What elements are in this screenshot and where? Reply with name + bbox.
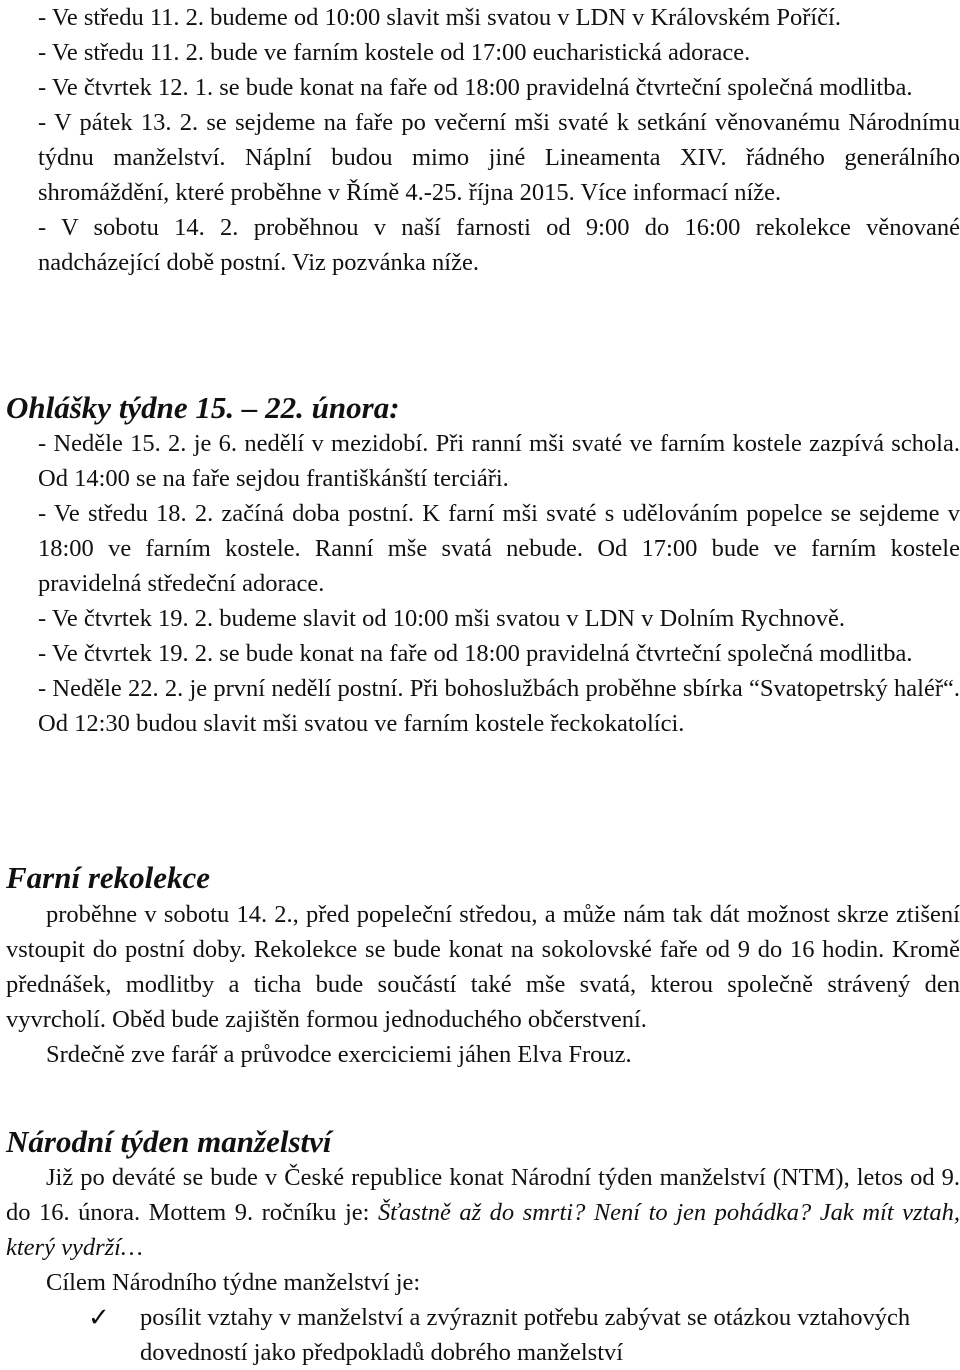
marriage-week-intro: Již po deváté se bude v České republice konat Národní týden manželství (NTM), letos od 9. do 16. února. Mottem 9. ročníku je: Šťastně až do smrti? Není to jen pohádka? Jak mít vztah, který vydrží…: [6, 1164, 960, 1261]
list-item: - Ve čtvrtek 12. 1. se bude konat na faře od 18:00 pravidelná čtvrteční společná modlitba.: [38, 74, 913, 101]
list-item: - Ve středu 18. 2. začíná doba postní. K farní mši svaté s udělováním popelce se sejdeme v 18:00 ve farním kostele. Ranní mše svatá nebude. Od 17:00 bude ve farním kostele pravidelná středeční adorace.: [38, 500, 960, 597]
list-item: - Neděle 22. 2. je první nedělí postní. Při bohoslužbách proběhne sbírka “Svatopetrský haléř“. Od 12:30 budou slavit mši svatou ve farním kostele řeckokatolíci.: [38, 675, 960, 737]
retreat-paragraph: proběhne v sobotu 14. 2., před popeleční středou, a může nám tak dát možnost skrze ztišení vstoupit do postní doby. Rekolekce se bude konat na sokolovské faře od 9 do 16 hodin. Kromě přednášek, modlitby a ticha bude součástí také mše svatá, kterou společně strávený den vyvrcholí. Oběd bude zajištěn formou jednoduchého občerstvení.: [6, 901, 960, 1033]
checkmark-icon: ✓: [88, 1303, 110, 1332]
list-item: - Ve středu 11. 2. budeme od 10:00 slavit mši svatou v LDN v Královském Poříčí.: [38, 4, 841, 31]
list-item: - Ve středu 11. 2. bude ve farním kostele od 17:00 eucharistická adorace.: [38, 39, 751, 66]
marriage-week-section: [0, 1160, 960, 1370]
section-heading: Ohlášky týdne 15. – 22. února:: [6, 390, 400, 425]
list-item: - Neděle 15. 2. je 6. nedělí v mezidobí. Při ranní mši svaté ve farním kostele zazpívá schola. Od 14:00 se na faře sejdou františkánští terciáři.: [38, 430, 960, 492]
list-item: - V pátek 13. 2. se sejdeme na faře po večerní mši svaté k setkání věnovanému Národnímu týdnu manželství. Náplní budou mimo jiné Lineamenta XIV. řádného generálního shromáždění, které proběhne v Římě 4.-25. října 2015. Více informací níže.: [38, 109, 960, 206]
list-item: - Ve čtvrtek 19. 2. budeme slavit od 10:00 mši svatou v LDN v Dolním Rychnově.: [38, 605, 845, 632]
motto-text: Šťastně až do smrti? Není to jen pohádka? Jak mít vztah, který vydrží…: [6, 1199, 960, 1261]
goal-label: Cílem Národního týdne manželství je:: [46, 1269, 421, 1296]
list-item: - V sobotu 14. 2. proběhnou v naší farnosti od 9:00 do 16:00 rekolekce věnované nadcházející době postní. Viz pozvánka níže.: [38, 214, 960, 276]
list-item: ✓ posílit vztahy v manželství a zvýraznit potřebu zabývat se otázkou vztahových dovedností jako předpokladů dobrého manželství: [0, 1300, 960, 1370]
announcements-list-1: [0, 0, 960, 280]
section-heading: Farní rekolekce: [6, 860, 211, 895]
section-heading: Národní týden manželství: [6, 1124, 332, 1159]
list-item: - Ve čtvrtek 19. 2. se bude konat na faře od 18:00 pravidelná čtvrteční společná modlitba.: [38, 640, 913, 667]
announcements-list-2: [0, 426, 960, 741]
retreat-section: [0, 897, 960, 1072]
retreat-signature: Srdečně zve farář a průvodce exerciciemi jáhen Elva Frouz.: [46, 1041, 632, 1068]
